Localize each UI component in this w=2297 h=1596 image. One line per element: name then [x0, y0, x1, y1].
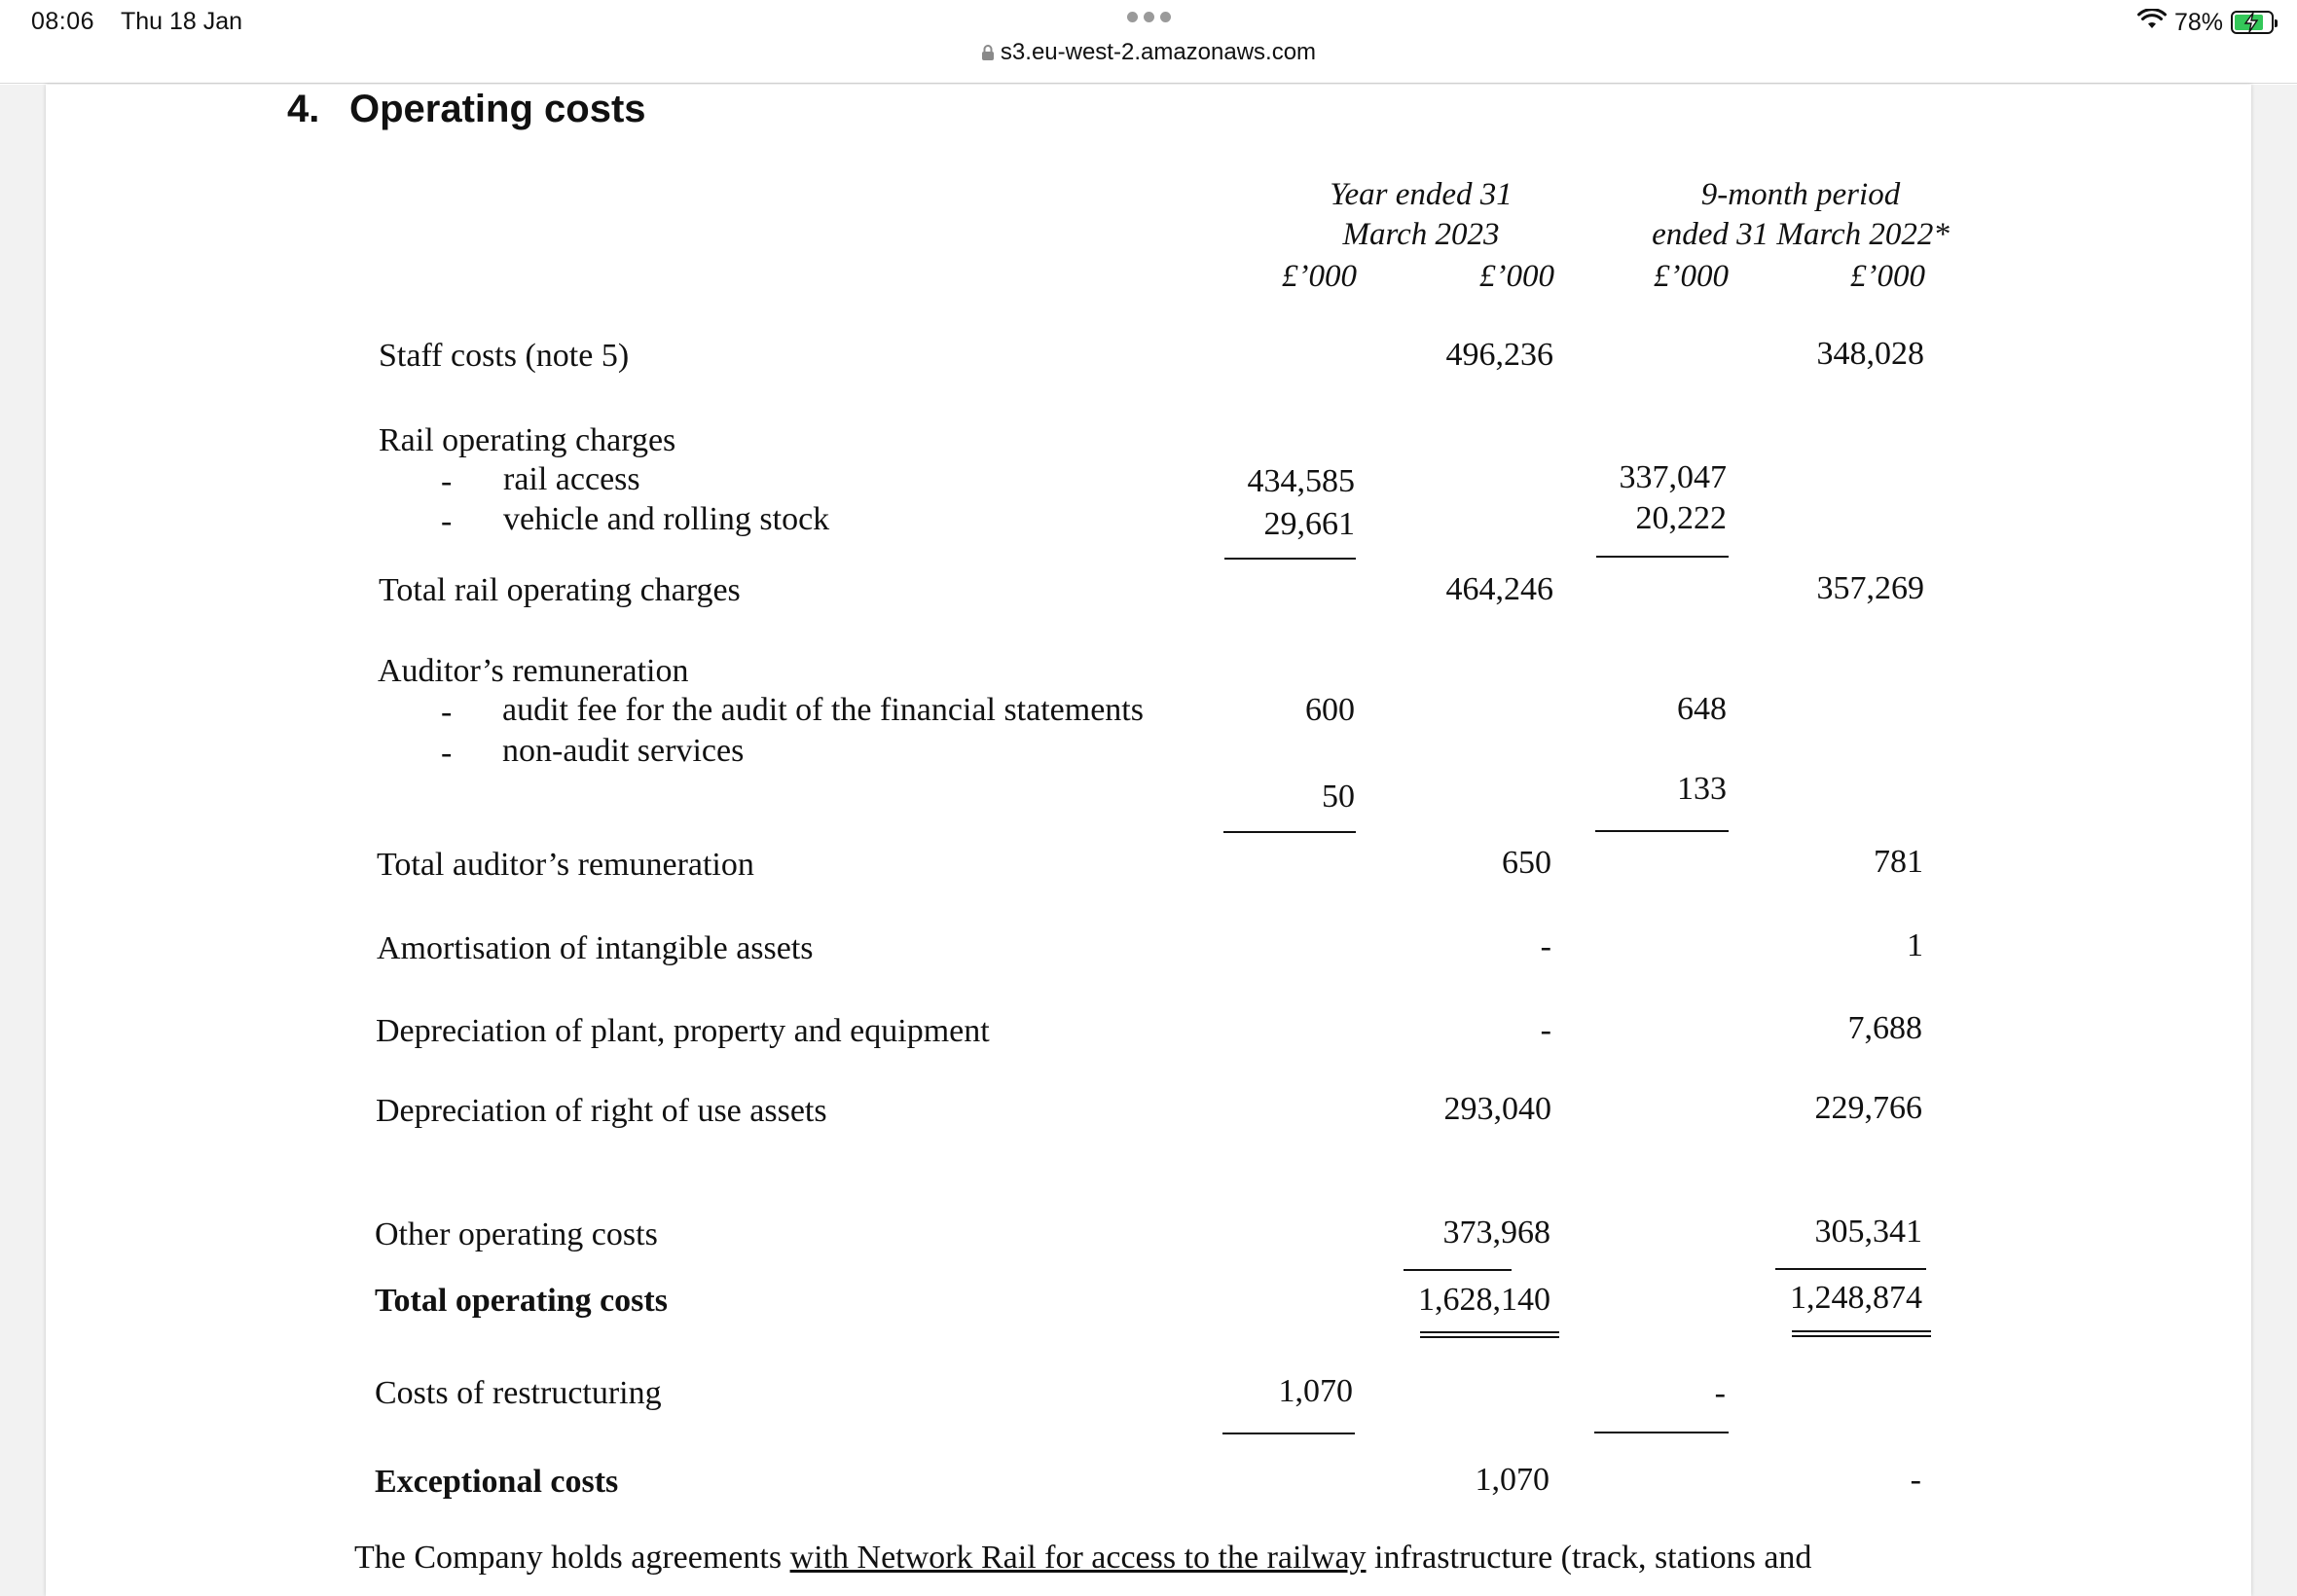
bullet-dash: -: [441, 503, 453, 539]
wifi-icon: [2137, 9, 2167, 37]
column-header-2022-line1: 9-month period: [1700, 177, 1901, 212]
subtotal-rule: [1594, 1432, 1729, 1433]
value-depr-ppe-2022: 7,688: [1847, 1010, 1922, 1046]
value-total-rail-2022: 357,269: [1816, 570, 1924, 606]
value-audit-fee-2022: 648: [1677, 691, 1727, 727]
subtotal-rule: [1223, 831, 1356, 833]
row-label-staff-costs: Staff costs (note 5): [379, 338, 630, 374]
subtotal-rule: [1596, 556, 1729, 558]
unit-2022-sub: £’000: [1654, 259, 1729, 294]
value-vehicle-2023: 29,661: [1263, 506, 1355, 542]
unit-2023-total: £’000: [1479, 259, 1554, 294]
multitasking-dots-icon[interactable]: [1127, 12, 1172, 23]
footer-text-start: The Company holds agreements: [354, 1540, 790, 1576]
footer-underlined-text: with Network Rail for access to the railway: [789, 1540, 1367, 1576]
unit-2022-total: £’000: [1850, 259, 1925, 294]
value-staff-costs-2022: 348,028: [1816, 336, 1924, 372]
value-depr-ppe-2023: -: [1540, 1012, 1551, 1048]
value-amortisation-2022: 1: [1907, 927, 1923, 963]
column-header-2022: [1586, 175, 2015, 255]
footer-paragraph: [354, 1540, 1811, 1577]
status-bar: [0, 0, 2297, 84]
status-time: 08:06: [31, 8, 95, 35]
row-label-other: Other operating costs: [375, 1216, 658, 1252]
row-label-exceptional: Exceptional costs: [375, 1464, 619, 1500]
bullet-dash: -: [441, 694, 453, 730]
subtotal-rule: [1224, 558, 1356, 560]
value-restructuring-2023: 1,070: [1278, 1373, 1353, 1409]
column-header-2023-line1: Year ended 31: [1330, 177, 1513, 212]
grand-total-double-rule: [1792, 1330, 1931, 1337]
value-total-rail-2023: 464,246: [1445, 571, 1553, 607]
column-header-2022-line2: ended 31 March 2022*: [1652, 217, 1950, 252]
subtotal-rule: [1595, 830, 1729, 832]
total-rule: [1404, 1269, 1512, 1271]
value-non-audit-2022: 133: [1677, 771, 1727, 807]
value-depr-rou-2022: 229,766: [1814, 1090, 1922, 1126]
value-depr-rou-2023: 293,040: [1443, 1091, 1551, 1127]
footer-text-end: infrastructure (track, stations and: [1366, 1540, 1812, 1576]
value-rail-access-2023: 434,585: [1247, 463, 1355, 499]
row-label-total-rail: Total rail operating charges: [379, 572, 741, 608]
row-label-total-auditor: Total auditor’s remuneration: [377, 847, 754, 883]
value-total-operating-2023: 1,628,140: [1418, 1282, 1550, 1318]
value-restructuring-2022: -: [1714, 1375, 1726, 1411]
bullet-dash: -: [441, 463, 453, 499]
column-header-2023-line2: March 2023: [1342, 217, 1500, 252]
battery-percent: 78%: [2173, 8, 2223, 36]
battery-charging-icon: [2231, 11, 2274, 34]
value-exceptional-2023: 1,070: [1475, 1462, 1550, 1498]
value-rail-access-2022: 337,047: [1619, 459, 1727, 495]
section-heading: [287, 88, 646, 131]
column-header-2023: [1256, 175, 1586, 255]
row-label-non-audit: non-audit services: [502, 733, 745, 769]
value-total-operating-2022: 1,248,874: [1790, 1280, 1922, 1316]
row-label-amortisation: Amortisation of intangible assets: [377, 930, 814, 966]
row-label-vehicle: vehicle and rolling stock: [503, 501, 830, 537]
address-bar[interactable]: [0, 39, 2297, 68]
value-total-auditor-2023: 650: [1502, 845, 1551, 881]
grand-total-double-rule: [1420, 1331, 1559, 1338]
section-number: 4.: [287, 88, 320, 130]
value-non-audit-2023: 50: [1322, 779, 1355, 815]
total-rule: [1775, 1268, 1926, 1270]
value-staff-costs-2023: 496,236: [1445, 337, 1553, 373]
value-exceptional-2022: -: [1910, 1462, 1921, 1498]
document-page: [46, 85, 2251, 1596]
value-other-2023: 373,968: [1442, 1215, 1550, 1251]
url-text: s3.eu-west-2.amazonaws.com: [1000, 39, 1317, 65]
value-audit-fee-2023: 600: [1305, 692, 1355, 728]
row-label-total-operating: Total operating costs: [375, 1283, 668, 1319]
value-other-2022: 305,341: [1814, 1214, 1922, 1250]
subtotal-rule: [1222, 1433, 1355, 1434]
section-title: Operating costs: [349, 88, 646, 130]
row-label-rail-charges: Rail operating charges: [379, 422, 676, 458]
lock-icon: [981, 41, 995, 68]
row-label-audit-fee: audit fee for the audit of the financial statements: [502, 692, 1144, 728]
value-vehicle-2022: 20,222: [1635, 500, 1727, 536]
row-label-rail-access: rail access: [503, 461, 640, 497]
row-label-depr-ppe: Depreciation of plant, property and equipment: [376, 1013, 990, 1049]
value-total-auditor-2022: 781: [1874, 844, 1923, 880]
row-label-restructuring: Costs of restructuring: [375, 1375, 662, 1411]
status-date: Thu 18 Jan: [121, 8, 243, 35]
unit-2023-sub: £’000: [1282, 259, 1357, 294]
row-label-auditor: Auditor’s remuneration: [378, 653, 689, 689]
status-right: [2137, 8, 2274, 37]
bullet-dash: -: [441, 735, 453, 771]
value-amortisation-2023: -: [1540, 928, 1551, 964]
row-label-depr-rou: Depreciation of right of use assets: [376, 1093, 827, 1129]
